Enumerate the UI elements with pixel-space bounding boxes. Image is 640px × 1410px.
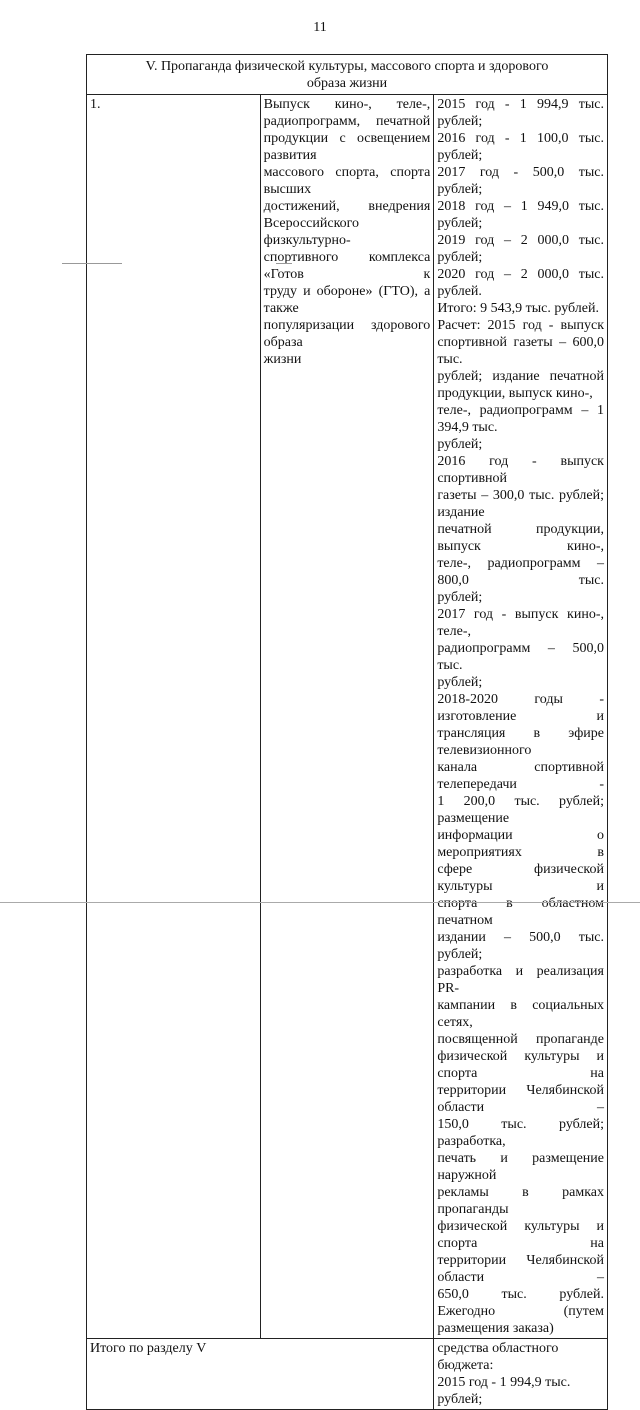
section-header-row [87,55,608,95]
text-line: теле-, радиопрограмм – 800,0 тыс. [437,556,604,588]
text-line: разработка и реализация PR- [437,964,604,996]
text-line: сфере физической культуры и [437,862,604,894]
text-line: 2015 год - 1 994,9 тыс. рублей; [437,1375,571,1407]
section-title: V. Пропаганда физической культуры, массового спорта и здорового образа жизни [87,55,608,95]
text-line: 150,0 тыс. рублей; разработка, [437,1117,604,1149]
text-line: территории Челябинской области – [437,1253,604,1285]
text-line: спорта в областном печатном [437,896,604,928]
text-line: жизни [263,352,302,367]
text-line: средства областного бюджета: [437,1341,559,1373]
text-line: 2020 год – 2 000,0 тыс. рублей. [437,267,604,299]
text-line: рублей; [437,675,483,690]
text-line: физической культуры и спорта на [437,1219,604,1251]
text-line: 1 200,0 тыс. рублей; размещение [437,794,604,826]
text-line: 2018-2020 годы - изготовление и [437,692,604,724]
total-values [434,1339,608,1410]
text-line: кампании в социальных сетях, [437,998,604,1030]
text-line: достижений, внедрения [263,199,431,214]
text-line: 2015 год - 1 994,9 тыс. рублей; [437,97,604,129]
text-line: рублей; [437,590,483,605]
text-line: Выпуск кино-, теле-, [263,97,431,112]
text-line: рублей; [437,437,483,452]
text-line: физической культуры и спорта на [437,1049,604,1081]
text-line: рублей; издание печатной [437,369,604,384]
item-name [260,95,434,1339]
text-line: труду и обороне» (ГТО), а также [263,284,431,316]
program-table [86,54,608,1410]
text-line: радиопрограмм, печатной [263,114,431,129]
text-line: 2017 год - выпуск кино-, теле-, [437,607,604,639]
text-line: 2016 год - 1 100,0 тыс. рублей; [437,131,604,163]
text-line: рекламы в рамках пропаганды [437,1185,604,1217]
text-line: Итого: 9 543,9 тыс. рублей. [437,301,599,316]
margin-mark [276,263,292,264]
margin-mark [62,263,122,264]
item-number: 1. [87,95,261,1339]
text-line: 2016 год - выпуск спортивной [437,454,604,486]
text-line: размещения заказа) [437,1321,554,1336]
text-line: информации о мероприятиях в [437,828,604,860]
total-label: Итого по разделу V [87,1339,434,1410]
text-line: спортивной газеты – 600,0 тыс. [437,335,604,367]
text-line: печать и размещение наружной [437,1151,604,1183]
text-line: территории Челябинской области – [437,1083,604,1115]
text-line: радиопрограмм – 500,0 тыс. [437,641,604,673]
text-line: 2019 год – 2 000,0 тыс. рублей; [437,233,604,265]
text-line: 2018 год – 1 949,0 тыс. рублей; [437,199,604,231]
text-line: посвященной пропаганде [437,1032,604,1047]
text-line: продукции, выпуск кино-, [437,386,593,401]
page-number: 11 [313,20,327,35]
text-line: канала спортивной телепередачи - [437,760,604,792]
item-description [434,95,608,1339]
text-line: теле-, радиопрограмм – 1 394,9 тыс. [437,403,604,435]
text-line: продукции с освещением развития [263,131,431,163]
text-line: 650,0 тыс. рублей. Ежегодно (путем [437,1287,604,1319]
total-row [87,1339,608,1410]
text-line: издании – 500,0 тыс. рублей; [437,930,604,962]
text-line: трансляция в эфире телевизионного [437,726,604,758]
text-line: массового спорта, спорта высших [263,165,431,197]
text-line: популяризации здорового образа [263,318,431,350]
text-line: печатной продукции, выпуск кино-, [437,522,604,554]
page-edge-line [0,902,640,903]
table-row [87,95,608,1339]
text-line: газеты – 300,0 тыс. рублей; издание [437,488,604,520]
text-line: Всероссийского физкультурно- [263,216,360,248]
text-line: Расчет: 2015 год - выпуск [437,318,604,333]
text-line: 2017 год - 500,0 тыс. рублей; [437,165,604,197]
text-line: спортивного комплекса «Готов к [263,250,431,282]
